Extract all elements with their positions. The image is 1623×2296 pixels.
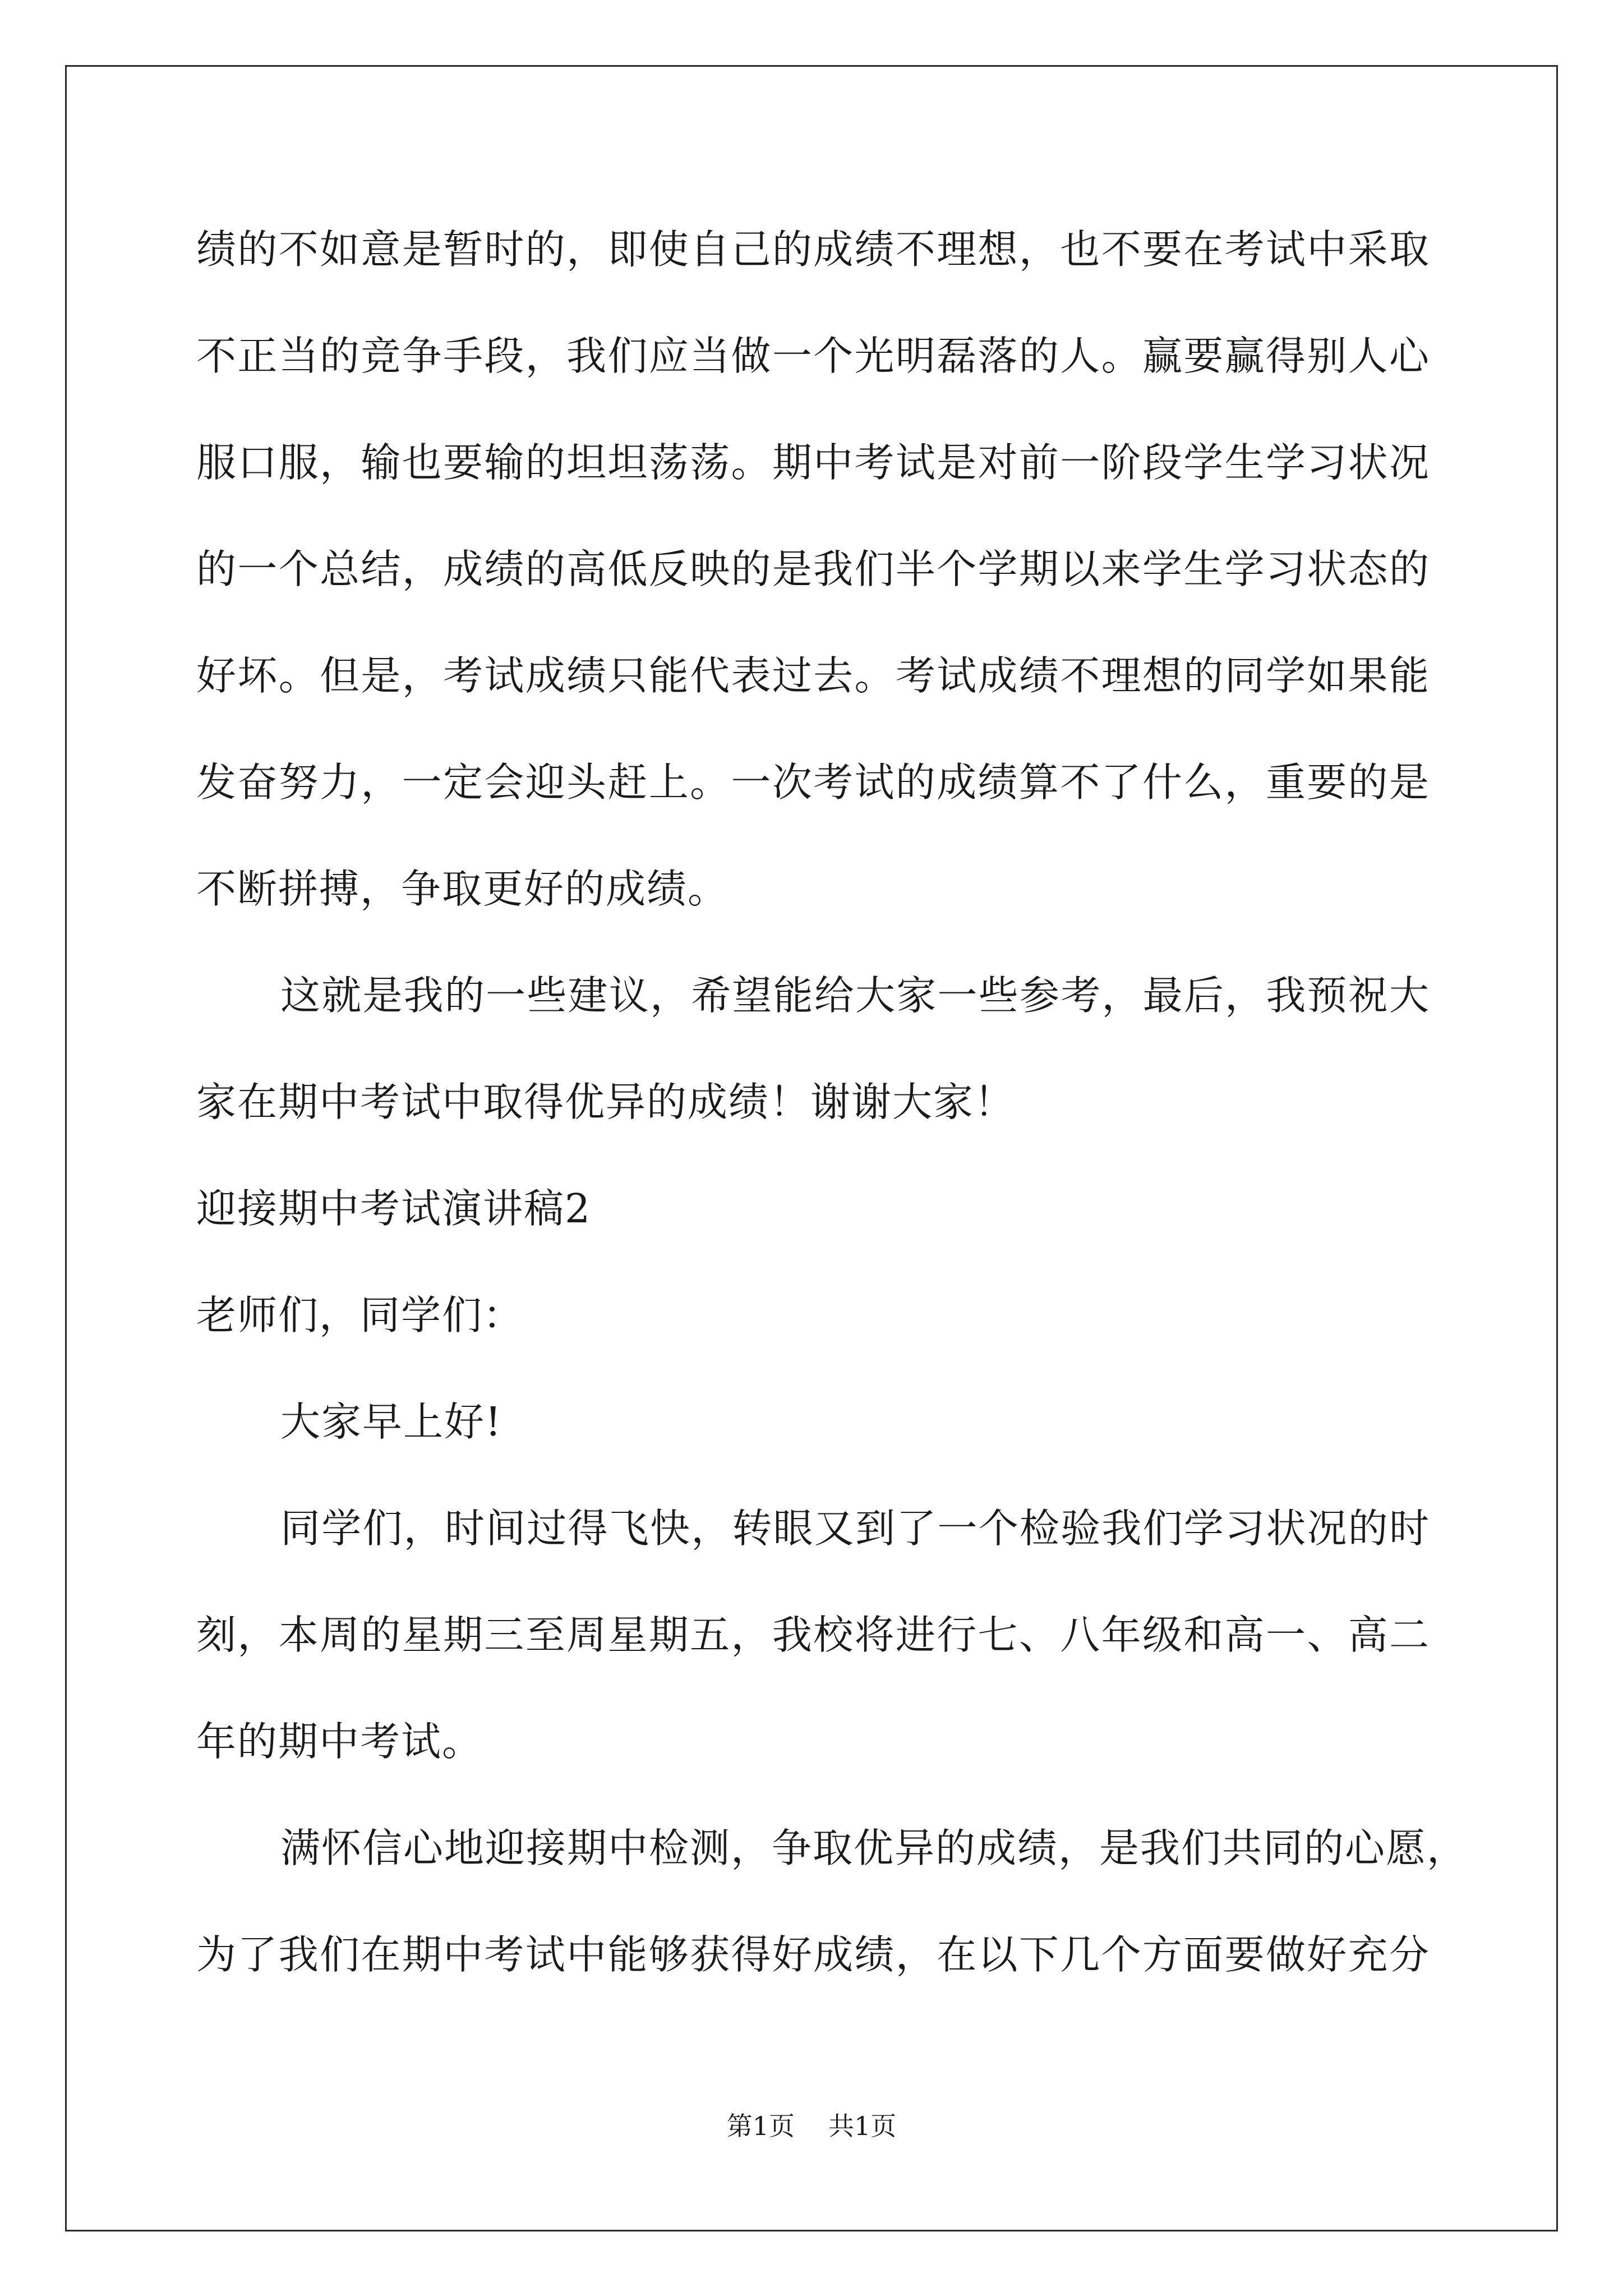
salutation: 老师们，同学们： <box>196 1292 524 1338</box>
greeting: 大家早上好! <box>280 1398 502 1445</box>
text-line-16: 满怀信心地迎接期中检测，争取优异的成绩，是我们共同的心愿， <box>280 1825 1468 1871</box>
page-total: 共1页 <box>828 2111 897 2141</box>
page-footer <box>0 2109 1623 2143</box>
text-line-8: 这就是我的一些建议，希望能给大家一些参考，最后，我预祝大 <box>280 972 1430 1019</box>
text-line-2: 不正当的竞争手段，我们应当做一个光明磊落的人。赢要赢得别人心 <box>196 333 1430 379</box>
text-line-9: 家在期中考试中取得优异的成绩！谢谢大家！ <box>196 1079 1016 1125</box>
text-line-4: 的一个总结，成绩的高低反映的是我们半个学期以来学生学习状态的 <box>196 546 1430 592</box>
document-body <box>196 208 1468 2019</box>
page-number: 第1页 <box>726 2111 795 2141</box>
text-line-13: 同学们，时间过得飞快，转眼又到了一个检验我们学习状况的时 <box>280 1505 1430 1552</box>
text-line-7: 不断拼搏，争取更好的成绩。 <box>196 866 729 912</box>
text-line-14: 刻，本周的星期三至周星期五，我校将进行七、八年级和高一、高二 <box>196 1612 1430 1658</box>
text-line-6: 发奋努力，一定会迎头赶上。一次考试的成绩算不了什么，重要的是 <box>196 759 1430 806</box>
text-line-1: 绩的不如意是暂时的，即使自己的成绩不理想，也不要在考试中采取 <box>196 226 1430 273</box>
text-line-15: 年的期中考试。 <box>196 1718 483 1765</box>
text-line-17: 为了我们在期中考试中能够获得好成绩，在以下几个方面要做好充分 <box>196 1931 1430 1978</box>
section-heading: 迎接期中考试演讲稿2 <box>196 1185 592 1232</box>
text-line-5: 好坏。但是，考试成绩只能代表过去。考试成绩不理想的同学如果能 <box>196 652 1430 699</box>
text-line-3: 服口服，输也要输的坦坦荡荡。期中考试是对前一阶段学生学习状况 <box>196 439 1430 486</box>
